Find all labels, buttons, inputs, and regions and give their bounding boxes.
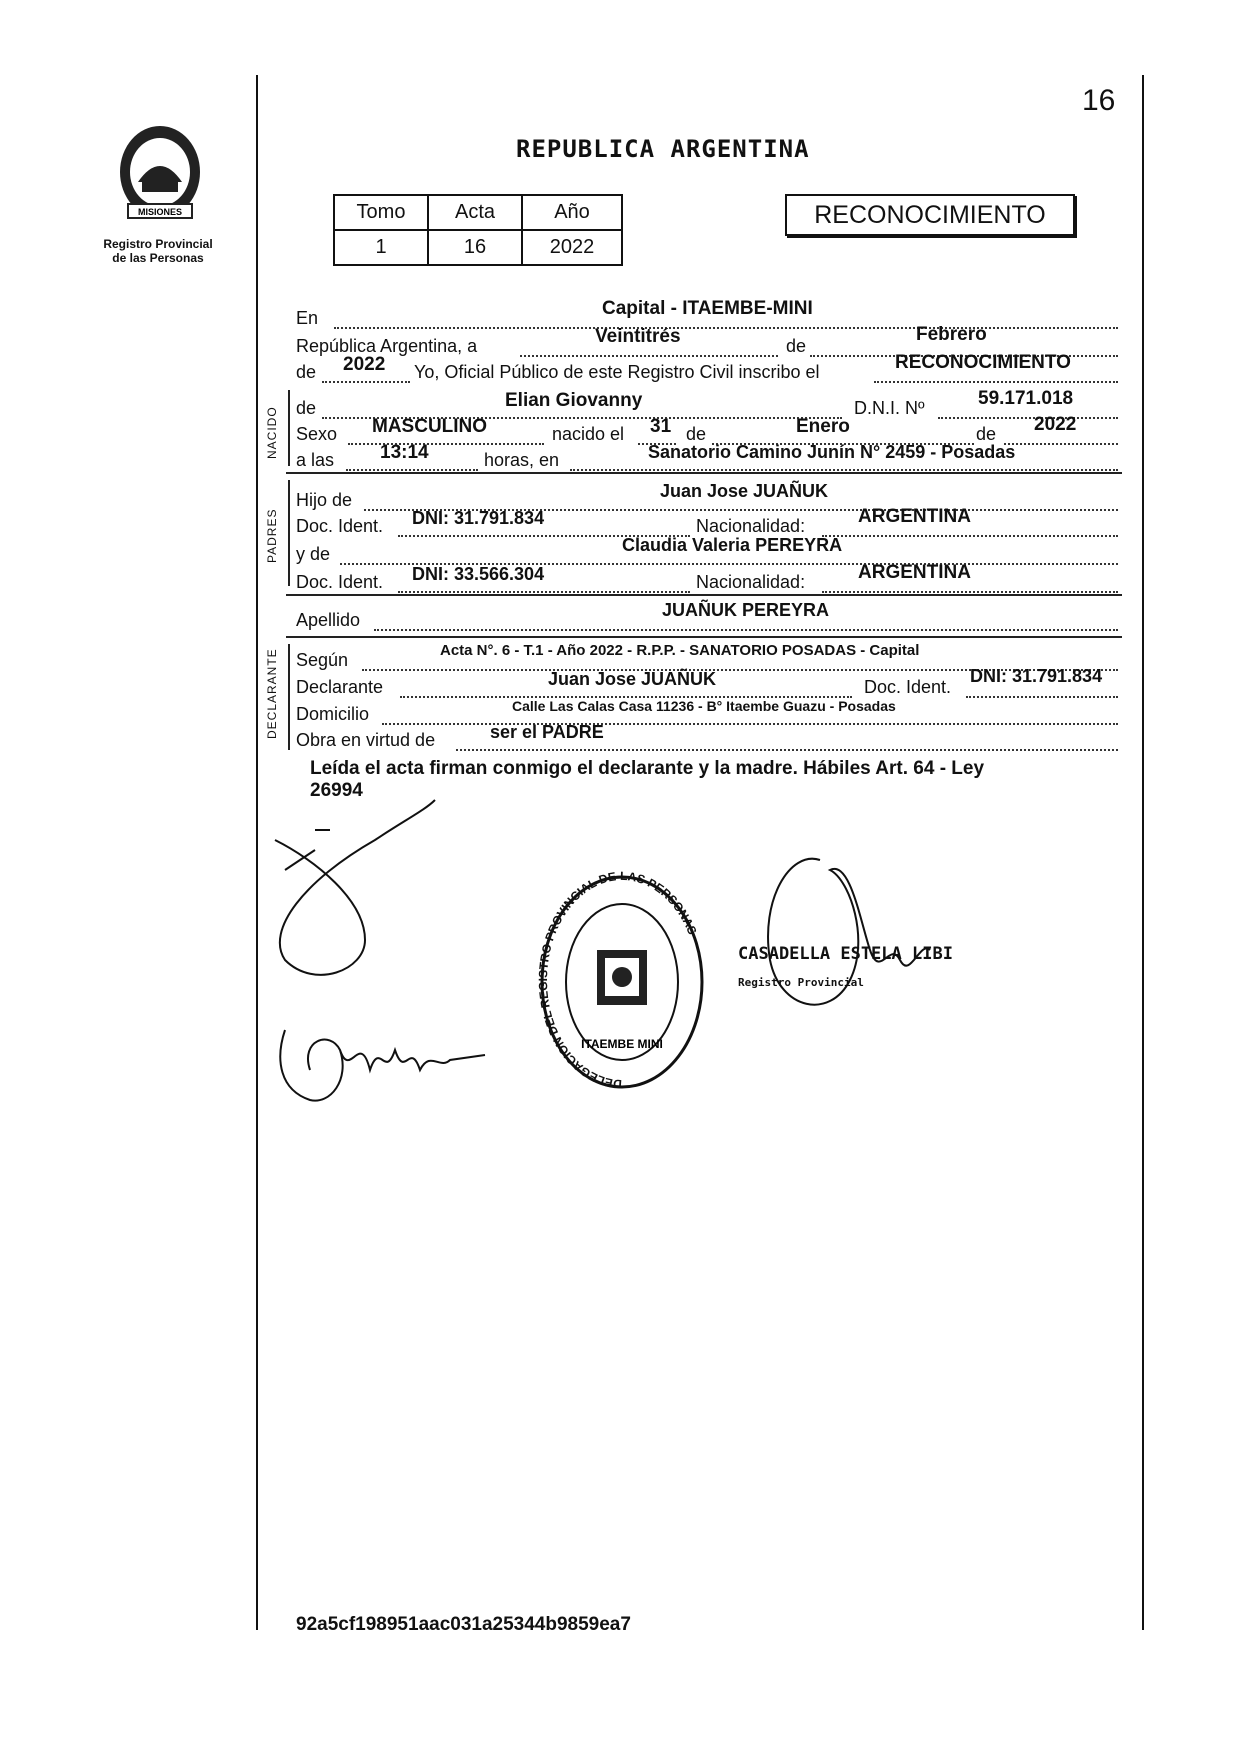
officer-signature <box>730 840 970 1040</box>
dotted-leader <box>874 381 1118 383</box>
father-nat-label: Nacionalidad: <box>696 516 806 536</box>
obra-value: ser el PADRE <box>490 722 604 742</box>
birth-place: Sanatorio Camino Junín N° 2459 - Posadas <box>648 442 1016 462</box>
declarante-side-label: DECLARANTE <box>265 648 279 739</box>
year-value: 2022 <box>343 354 386 375</box>
mother-doc: DNI: 33.566.304 <box>412 564 545 584</box>
declarante-bracket <box>288 644 290 750</box>
dotted-leader <box>348 443 544 445</box>
registry-table <box>333 194 623 266</box>
republica-label: República Argentina, a <box>296 336 478 356</box>
col-tomo-header: Tomo <box>334 195 428 230</box>
padres-bracket <box>288 480 290 586</box>
official-stamp <box>535 870 710 1100</box>
de-label: de <box>786 336 807 356</box>
right-margin-line <box>1142 75 1144 1630</box>
apellido-value: JUAÑUK PEREYRA <box>662 600 830 620</box>
segun-label: Según <box>296 650 349 670</box>
mother-nationality: ARGENTINA <box>858 562 971 583</box>
yde-label: y de <box>296 544 331 564</box>
document-hash: 92a5cf198951aac031a25344b9859ea7 <box>296 1614 631 1635</box>
mother-nat-label: Nacionalidad: <box>696 572 806 592</box>
section-divider <box>286 594 1122 596</box>
tomo-value: 1 <box>334 230 428 265</box>
act-name-value: RECONOCIMIENTO <box>895 352 1071 373</box>
child-name: Elian Giovanny <box>505 390 643 411</box>
declarante-label: Declarante <box>296 677 384 697</box>
province-logo <box>110 120 210 230</box>
father-doc: DNI: 31.791.834 <box>412 508 545 528</box>
dotted-leader <box>938 417 1118 419</box>
month-value: Febrero <box>916 324 987 345</box>
sexo-value: MASCULINO <box>372 416 488 437</box>
horas-label: horas, en <box>484 450 560 470</box>
domicilio-label: Domicilio <box>296 704 370 724</box>
declarante-name: Juan Jose JUAÑUK <box>548 669 717 689</box>
nacido-de-label: de <box>296 398 317 418</box>
nacido-el-label: nacido el <box>552 424 625 444</box>
mother-signature <box>270 1010 500 1120</box>
dotted-leader <box>570 469 1118 471</box>
closing-text: Leída el acta firman conmigo el declarante y la madre. Hábiles Art. 64 - Ley 26994 <box>310 758 985 801</box>
page-number: 16 <box>1082 84 1116 117</box>
place-value: Capital - ITAEMBE-MINI <box>602 298 813 319</box>
mother-name: Claudia Valeria PEREYRA <box>622 535 843 555</box>
declarante-doc-label: Doc. Ident. <box>864 677 952 697</box>
day-value: Veintitrés <box>595 326 681 347</box>
svg-text:MISIONES: MISIONES <box>137 207 183 217</box>
child-dni: 59.171.018 <box>978 388 1074 409</box>
birth-time: 13:14 <box>380 442 429 463</box>
father-nationality: ARGENTINA <box>858 506 971 527</box>
mother-doc-label: Doc. Ident. <box>296 572 384 592</box>
declarante-doc: DNI: 31.791.834 <box>970 666 1103 686</box>
dotted-leader <box>346 469 478 471</box>
apellido-label: Apellido <box>296 610 361 630</box>
en-label: En <box>296 308 319 328</box>
nacido-side-label: NACIDO <box>265 406 279 459</box>
dotted-leader <box>374 629 1118 631</box>
act-type-box: RECONOCIMIENTO <box>785 194 1075 236</box>
alas-label: a las <box>296 450 335 470</box>
de2-label: de <box>296 362 317 382</box>
col-ano-header: Año <box>522 195 622 230</box>
registry-name: Registro Provincial de las Personas <box>103 237 213 265</box>
dotted-leader <box>456 749 1118 751</box>
dotted-leader <box>334 327 1118 329</box>
dotted-leader <box>520 355 778 357</box>
de-label: de <box>686 424 707 444</box>
birth-day: 31 <box>650 416 672 437</box>
section-divider <box>286 472 1122 474</box>
birth-month: Enero <box>796 416 850 437</box>
dotted-leader <box>1004 443 1118 445</box>
ano-value: 2022 <box>522 230 622 265</box>
padres-side-label: PADRES <box>265 508 279 563</box>
obra-label: Obra en virtud de <box>296 730 436 750</box>
section-divider <box>286 636 1122 638</box>
acta-value: 16 <box>428 230 522 265</box>
dotted-leader <box>398 591 690 593</box>
dotted-leader <box>822 591 1118 593</box>
nacido-bracket <box>288 390 290 466</box>
segun-value: Acta N°. 6 - T.1 - Año 2022 - R.P.P. - SANATORIO POSADAS - Capital <box>440 642 920 659</box>
dotted-leader <box>966 696 1118 698</box>
dotted-leader <box>322 381 410 383</box>
sexo-label: Sexo <box>296 424 338 444</box>
officer-role: Registro Provincial <box>738 976 864 989</box>
domicilio-value: Calle Las Calas Casa 11236 - B° Itaembe Guazu - Posadas <box>512 698 896 714</box>
col-acta-header: Acta <box>428 195 522 230</box>
officer-stamp <box>738 944 953 989</box>
father-doc-label: Doc. Ident. <box>296 516 384 536</box>
declarante-signature <box>255 790 455 990</box>
stamp-bottom-text: ITAEMBE MINI <box>581 1037 663 1051</box>
de-label: de <box>976 424 997 444</box>
officer-name: CASADELLA ESTELA LIBI <box>738 944 953 964</box>
dni-label: D.N.I. Nº <box>854 398 925 418</box>
stamp-text: DELEGACION DEL REGISTRO PROVINCIAL DE LAS PERSONAS <box>535 870 700 1092</box>
dotted-leader <box>822 535 1118 537</box>
officer-text: Yo, Oficial Público de este Registro Civil inscribo el <box>414 362 820 382</box>
hijo-label: Hijo de <box>296 490 353 510</box>
father-name: Juan Jose JUAÑUK <box>660 481 829 501</box>
page-title: REPUBLICA ARGENTINA <box>516 135 810 163</box>
birth-year: 2022 <box>1034 414 1077 435</box>
